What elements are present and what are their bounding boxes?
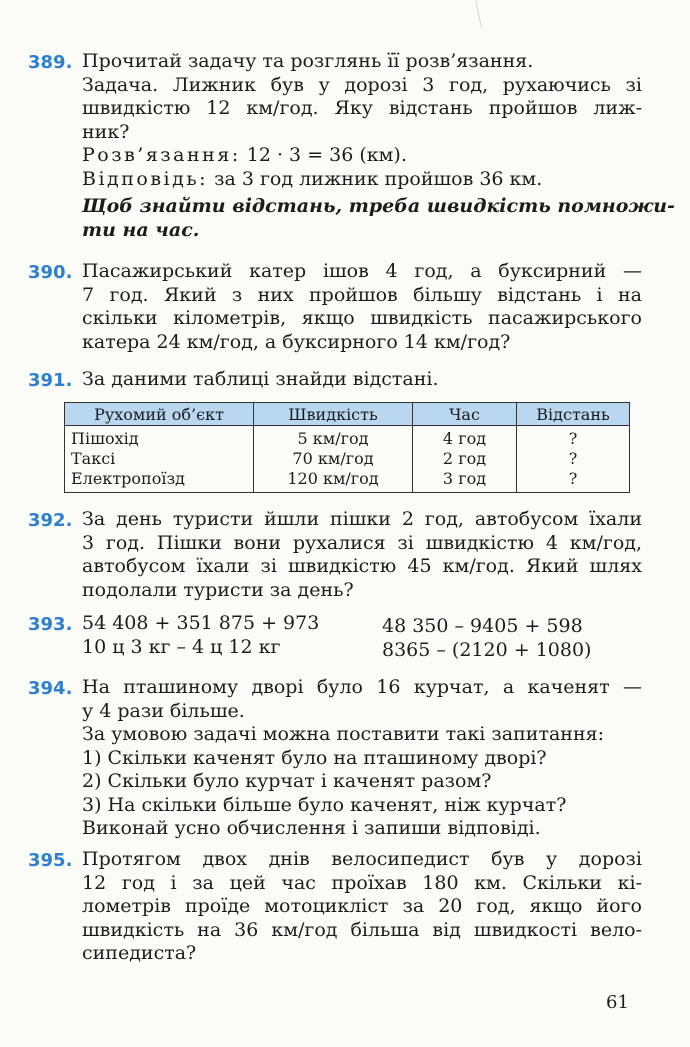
problem-number: 391. [28,370,73,391]
distance-table [64,402,630,493]
problem-line: За умовою задачі можна поставити такі запитання: [82,723,604,745]
question-line: 2) Скільки було курчат і каченят разом? [82,770,492,792]
solution-line [82,144,642,168]
problem-number: 393. [28,614,73,635]
rule-line: ти на час. [82,218,200,241]
solution-label: Розв’язання: [82,144,241,166]
table-cell: 3 год [413,469,517,493]
answer-line [82,168,642,192]
table-cell: ? [517,426,630,450]
problem-line: швидкістю 12 км/год. Яку відстань пройшов лиж- [82,97,642,119]
table-cell: Таксі [65,449,254,469]
table-cell: Пішохід [65,426,254,450]
rule-line: Щоб знайти відстань, треба швидкість помножи- [82,195,675,217]
expression: 8365 – (2120 + 1080) [382,638,592,661]
problem-line: ник? [82,120,130,143]
problem-line: Прочитай задачу та розглянь її розв’язання. [82,50,534,72]
answer-label: Відповідь: [82,167,209,190]
problem-number: 395. [28,850,73,871]
table-header: Відстань [517,403,630,426]
answer-text: за 3 год лижник пройшов 36 км. [214,167,543,190]
page-number: 61 [606,992,629,1013]
expression: 48 350 – 9405 + 598 [382,615,583,637]
problem-line: Пасажирський катер ішов 4 год, а буксирний — [82,260,642,282]
expression-column-right [382,612,591,662]
problem-line: у 4 рази більше. [82,699,245,722]
table-row [65,426,630,450]
problem-number: 389. [28,52,73,73]
problem-number: 392. [28,510,73,531]
table-row [65,449,630,469]
problem-line: 3 год. Пішки вони рухалися зі швидкістю 4 км/год, [82,531,642,554]
expression: 54 408 + 351 875 + 973 [82,612,320,634]
table-cell: ? [517,449,630,469]
problem-number: 394. [28,678,73,699]
table-header-row [65,403,630,426]
expression: 10 ц 3 кг – 4 ц 12 кг [82,635,281,658]
table-cell: 5 км/год [254,426,413,450]
problem-line: За день туристи йшли пішки 2 год, автобусом їхали [82,508,642,530]
problem-line: катера 24 км/год, а буксирного 14 км/год? [82,330,511,353]
table-cell: 70 км/год [254,449,413,469]
problem-line: лометрів проїде мотоцикліст за 20 год, якщо його [82,895,642,917]
problem-line: За даними таблиці знайди відстані. [82,368,439,390]
problem-number: 390. [28,262,73,283]
problem-line: 12 год і за цей час проїхав 180 км. Скільки кі- [82,871,642,894]
table-cell: ? [517,469,630,493]
question-line: 1) Скільки каченят було на пташиному дворі? [82,746,547,769]
table-header: Рухомий об’єкт [65,403,254,426]
problem-line: скільки кілометрів, якщо швидкість пасажирського [82,307,642,329]
table-cell: Електропоїзд [65,469,254,493]
problem-line: Виконай усно обчислення і запиши відповіді. [82,817,541,839]
table-cell: 4 год [413,426,517,450]
table-header: Час [413,403,517,426]
problem-line: Задача. Лижник був у дорозі 3 год, рухаючись зі [82,73,642,96]
table-cell: 120 км/год [254,469,413,493]
problem-line: 7 год. Який з них пройшов більшу відстань і на [82,283,642,306]
question-line: 3) На скільки більше було каченят, ніж курчат? [82,793,567,816]
problem-line: швидкість на 36 км/год більша від швидкості вело- [82,918,642,941]
problem-line: сипедиста? [82,942,197,964]
problem-line: Протягом двох днів велосипедист був у дорозі [82,848,642,870]
table-row [65,469,630,493]
table-cell: 2 год [413,449,517,469]
page-crease [475,0,484,28]
table-header: Швидкість [254,403,413,426]
solution-text: 12 · 3 = 36 (км). [246,144,407,166]
problem-line: На пташиному дворі було 16 курчат, а каченят — [82,676,642,698]
expression-column-left [82,612,382,662]
problem-line: подолали туристи за день? [82,578,354,601]
problem-line: автобусом їхали зі швидкістю 45 км/год. Який шлях [82,555,642,577]
